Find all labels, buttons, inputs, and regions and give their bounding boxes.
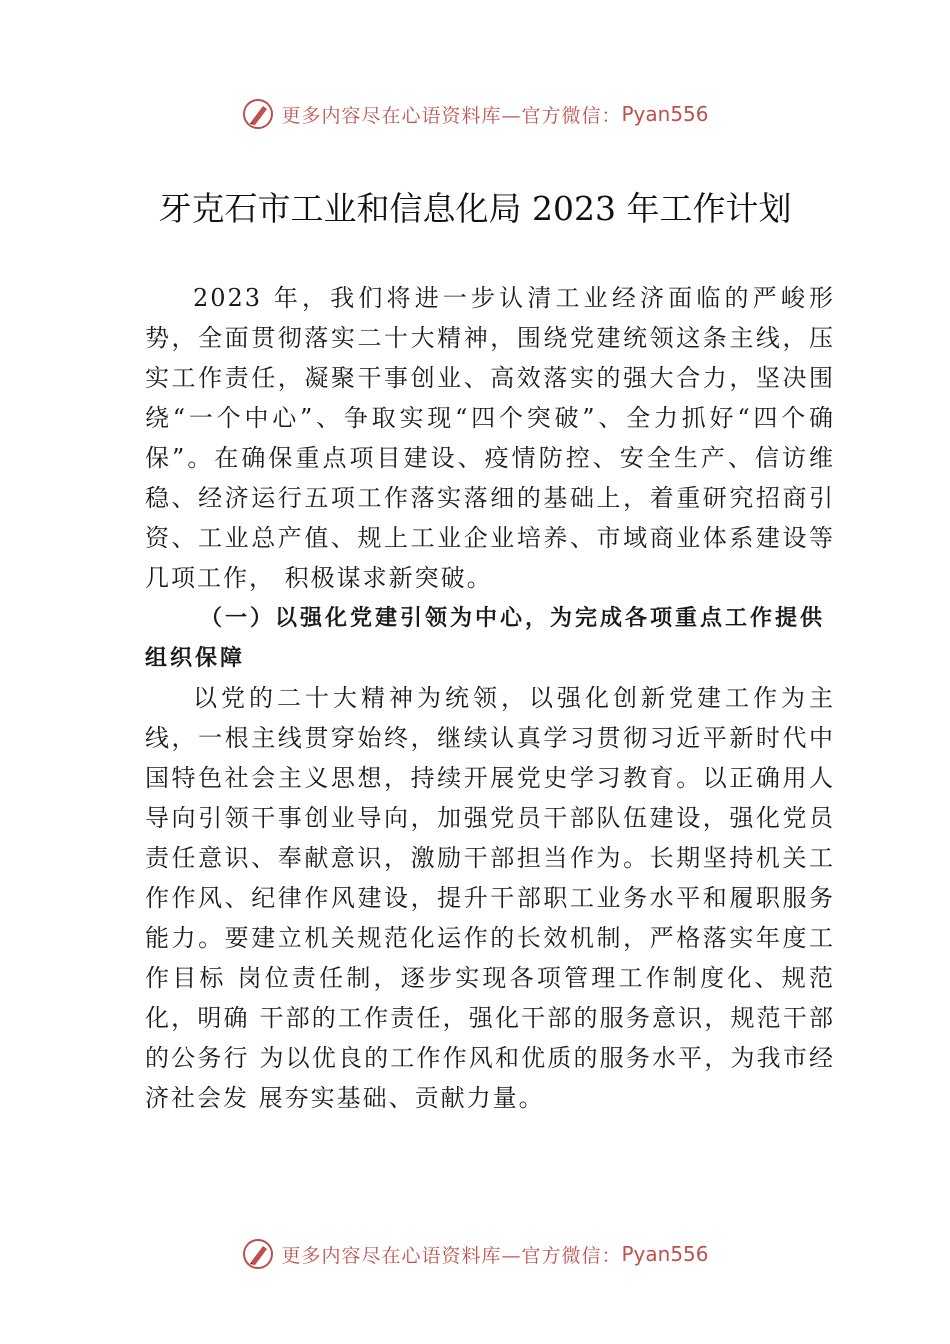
watermark-wechat-id: Pyan556 <box>621 1242 709 1266</box>
watermark-footer <box>0 1236 950 1272</box>
pen-logo-icon <box>241 97 275 131</box>
section-paragraph: 以党的二十大精神为统领，以强化创新党建工作为主线，一根主线贯穿始终，继续认真学习贯彻习近平新时代中国特色社会主义思想，持续开展党史学习教育。以正确用人导向引领干事创业导向，加强党员干部队伍建设，强化党员责任意识、奉献意识，激励干部担当作为。长期坚持机关工作作风、纪律作风建设，提升干部职工业务水平和履职服务能力。要建立机关规范化运作的长效机制，严格落实年度工作目标 岗位责任制，逐步实现各项管理工作制度化、规范化，明确 干部的工作责任，强化干部的服务意识，规范干部的公务行 为以优良的工作作风和优质的服务水平，为我市经济社会发 展夯实基础、贡献力量。 <box>145 684 835 1112</box>
watermark-wechat-id: Pyan556 <box>621 102 709 126</box>
document-body <box>145 278 835 1118</box>
pen-logo-icon <box>241 1237 275 1271</box>
watermark-text: 更多内容尽在心语资料库—官方微信： <box>281 104 622 127</box>
watermark-header <box>0 96 950 132</box>
intro-paragraph: 2023 年，我们将进一步认清工业经济面临的严峻形势，全面贯彻落实二十大精神，围绕党建统领这条主线，压实工作责任，凝聚干事创业、高效落实的强大合力，坚决围绕“一个中心”、争取实现“四个突破”、全力抓好“四个确保”。在确保重点项目建设、疫情防控、安全生产、信访维稳、经济运行五项工作落实落细的基础上，着重研究招商引资、工业总产值、规上工业企业培养、市域商业体系建设等几项工作， 积极谋求新突破。 <box>145 284 835 592</box>
document-title: 牙克石市工业和信息化局 2023 年工作计划 <box>158 189 792 228</box>
section-heading: （一）以强化党建引领为中心，为完成各项重点工作提供组织保障 <box>145 605 826 671</box>
watermark-text: 更多内容尽在心语资料库—官方微信： <box>281 1244 622 1267</box>
